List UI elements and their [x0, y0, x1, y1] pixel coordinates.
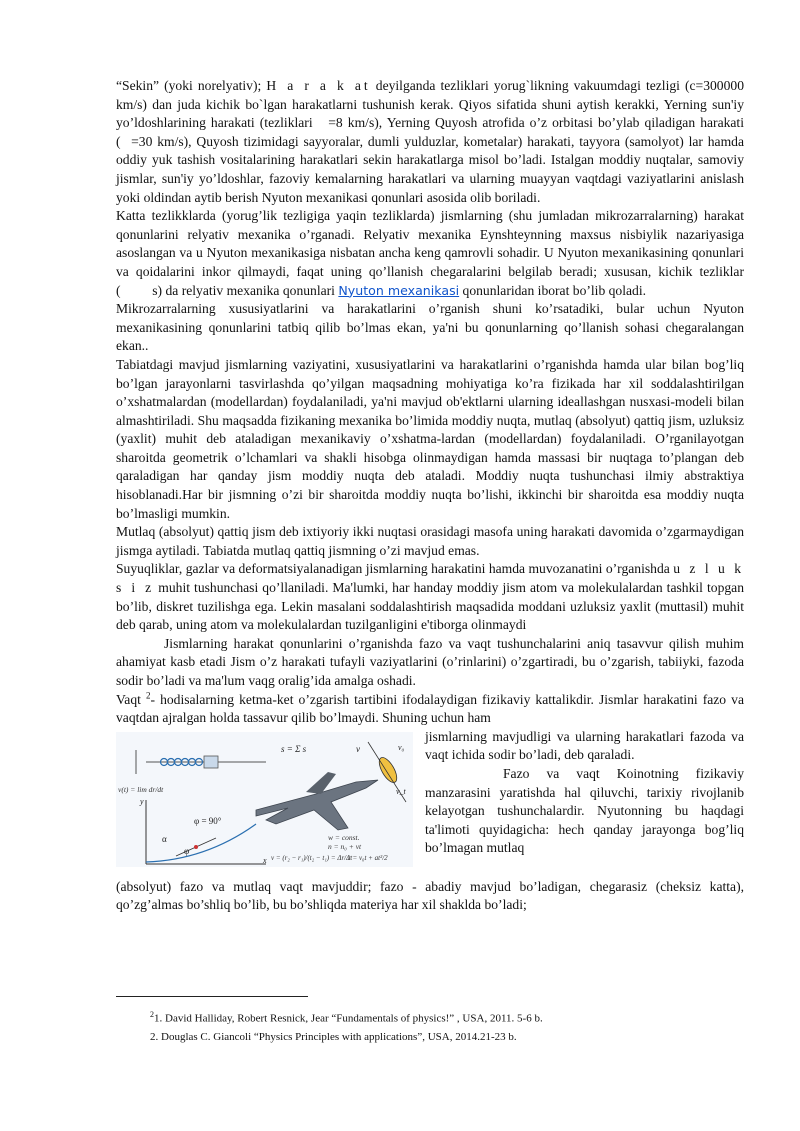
- label-formula-right: r = v₀t + at²/2: [348, 853, 388, 862]
- label-x: x: [263, 855, 267, 865]
- label-omega: w = const.: [328, 832, 360, 842]
- paragraph-continuous-medium: [116, 560, 744, 634]
- text-run: Vaqt: [116, 691, 146, 707]
- paragraph-space-time: Jismlarning harakat qonunlarini o’rganishda fazo va vaqt tushunchalarini aniq tasavvur qilish muhim ahamiyat kasb etadi Jism o’z harakati tufayli vaziyatlarini (o’rinlarini) o’zgartiradi, bu o’zgarish, tabiiyki, fazoda sodir bo’ladi va ma'lum vaqg oralig’ida amalga oshadi.: [116, 635, 744, 688]
- spaced-term: u z l u k s i z: [116, 561, 745, 596]
- label-vt: v_t: [396, 786, 406, 796]
- label-n: n = n₀ + vt: [328, 841, 362, 851]
- text-run: muhit tushunchasi qo’llaniladi. Ma'lumki, har handay moddiy jism atom va molekulalardan tashkil topgan bo’lib, diskret tuzilishga ega. Lekin masalani soddalashtirish maqsadida moddani uzluksiz yaxlit (muttasil) muhit deb qarab, uning atom va molekulalardan tuzilganligini e'tiborga olinmaydi: [116, 580, 744, 633]
- label-vo: v₀: [398, 742, 405, 752]
- text-run: deyilganda tezliklari yorug`likning vakuumdagi tezligi (c=300000 km/s) dan juda kichik bo`lgan harakatlarni tushunish kerak. Qiyos sifatida shuni aytish kerakki, Yerning sun'iy yo’ldoshlarining harakati (tezliklari  =8 km/s), Yerning Quyosh atrofida o’z orbitasi bo’ylab qiladigan harakati ( =30 km/s), Quyosh tizimidagi sayyoralar, dumli yulduzlar, kometalar) harakati, tayyora (samolyot) lar hamda oddiy yuk tashish vositalarining harakatlari sekin harakatlarga misol bo’ladi. Istalgan moddiy nuqtalar, samoviy jismlar, sun'iy yo’ldoshlar, fazoviy kemalarning harakatlari va ularning muayyan vaqtdagi vaziyatlarini anislash yoki oldindan aytib berish Nyuton mexanikasi qonunlari asosida olib boriladi.: [116, 78, 744, 205]
- paragraph-fig-text-2: Fazo va vaqt Koinotning fizikaviy manzarasini yaratishda hal qiluvchi, tarixiy rivojlanib kelayotgan tushunchalardir. Nyutonning bu haqdagi ta'limoti quyidagicha: hech qanday jarayonga bog’liq bo’lmagan mutlaq: [425, 765, 744, 856]
- text-run: “Sekin” (yoki norelyativ);: [116, 78, 267, 93]
- newton-mechanics-link[interactable]: Nyuton mexanikasi: [338, 282, 460, 298]
- label-phi: φ = 90°: [194, 815, 222, 826]
- document-page: [116, 77, 744, 915]
- paragraph-time-definition: [116, 691, 744, 728]
- footnotes: [150, 1006, 710, 1046]
- label-phi-small: φ: [184, 845, 190, 856]
- paragraph-models: Tabiatdagi mavjud jismlarning vaziyatini, xususiyatlarini va harakatlarini o’rganishda hamda ular bilan bog’liq bo’lgan jarayonlarni tasvirlashda qo’yilgan maqsadning mohiyatiga ko’ra fizikada har xil soddalashtirilgan o’xshatmalardan (modellardan) foydalaniladi, ya'ni mavjud ob'ektlarni ularning ideallashgan nusxasi-modeli bilan almashtiriladi. Shu maqsadda fizikaning mexanika bo’limida moddiy nuqta, mutlaq (absolyut) qattiq jism, uzluksiz (yaxlit) muhit deb ataladigan mexanikaviy o’xshatma-lardan (modellardan) foydalaniladi. O’rganilayotgan sharoitda geometrik o’lchamlari va shakli hisobga olinmaydigan hamda massasi bir nuqtaga to’plangan deb qaraladigan har qanday jism moddiy nuqta deb ataladi. Moddiy nuqta tushunchasi ilmiy abstraktiya hisoblanadi.Har bir jismning o’zi bir sharoitda moddiy nuqta bo’lishi, ikkinchi bir sharoitda esa moddiy nuqta bo’lmasligi mumkin.: [116, 356, 744, 521]
- figure-side-text: [425, 728, 744, 858]
- kinematics-figure: [116, 732, 413, 867]
- footnote-text: 1. David Halliday, Robert Resnick, Jear “Fundamentals of physics!” , USA, 2011. 5-6 b.: [154, 1012, 543, 1025]
- label-formula-bottom: v = (r₂ − r₁)/(t₂ − t₁) = Δr/Δt: [271, 853, 353, 862]
- paragraph-rigid-body: Mutlaq (absolyut) qattiq jism deb ixtiyoriy ikki nuqtasi orasidagi masofa uning harakati davomida o’zgarmaydigan jismga aytiladi. Tabiatda mutlaq qattiq jismning o’zi mavjud emas.: [116, 524, 744, 558]
- footnote-ref[interactable]: 2: [145, 690, 151, 701]
- footnote-separator: [116, 996, 308, 997]
- paragraph-relativistic: [116, 207, 744, 300]
- footnote-marker: 2: [150, 1010, 154, 1019]
- label-formula-left: v(t) = lim dr/dt: [118, 784, 164, 794]
- spaced-term: H a r a k at: [266, 78, 371, 93]
- text-run: qonunlaridan iborat bo’lib qoladi.: [459, 282, 647, 298]
- paragraph-slow-motion: [116, 77, 744, 207]
- text-run: - hodisalarning ketma-ket o’zgarish tartibini ifodalaydigan fizikaviy kattalikdir. Jismlar harakatini fazo va vaqtdan ajralgan holda tassavur qilib bo’lmaydi. Shuning uchun ham: [116, 691, 744, 726]
- footnote-1: [150, 1006, 710, 1028]
- label-s: s = Σ s: [281, 743, 307, 754]
- text-run: Suyuqliklar, gazlar va deformatsiyalanadigan jismlarning harakatini hamda muvozanatini o’rganishda: [116, 561, 674, 577]
- paragraph-absolute-space: (absolyut) fazo va mutlaq vaqt mavjuddir; fazo - abadiy mavjud bo’ladigan, chegarasiz (cheksiz katta), qo’zg’almas bo’shliq bo’lib, bu bo’shliqda materiya har xil shaklda bo’ladi;: [116, 878, 744, 913]
- label-alpha: α: [162, 833, 167, 844]
- paragraph-fig-text-1: jismlarning mavjudligi va ularning harakatlari fazoda va vaqt ichida sodir bo’ladi, deb qaraladi.: [425, 728, 744, 763]
- footnote-2: 2. Douglas C. Giancoli “Physics Principles with applications”, USA, 2014.21-23 b.: [150, 1030, 517, 1043]
- text-run: Katta tezlikklarda (yorug’lik tezligiga yaqin tezliklarda) jismlarning (shu jumladan mikrozarralarning) harakat qonunlarini relyativ mexanika o’rganadi. Relyativ mexanika Eynshteynning maxsus nisbiylik nazariyasiga asoslangan va u Nyuton mexanikasiga nisbatan ancha keng qamrovli sohadir. U Nyuton mexanikasining qonunlari va qoidalarini inkor qilmaydi, faqat uning qo’llanish chegaralarini belgilab beradi; xususan, kichik tezliklar (   s) da relyativ mexanika qonunlari: [116, 208, 744, 298]
- label-y: y: [140, 796, 144, 806]
- paragraph-microparticles: Mikrozarralarning xususiyatlarini va harakatlarini o’rganish shuni ko’rsatadiki, bular uchun Nyuton mexanikasining qonunlarini tatbiq qilib bo’lmas ekan, ya'ni bu qonunlarning qo’llanish sohasi chegaralangan ekan..: [116, 301, 744, 354]
- figure-row: [116, 728, 744, 878]
- label-v: v: [356, 743, 360, 754]
